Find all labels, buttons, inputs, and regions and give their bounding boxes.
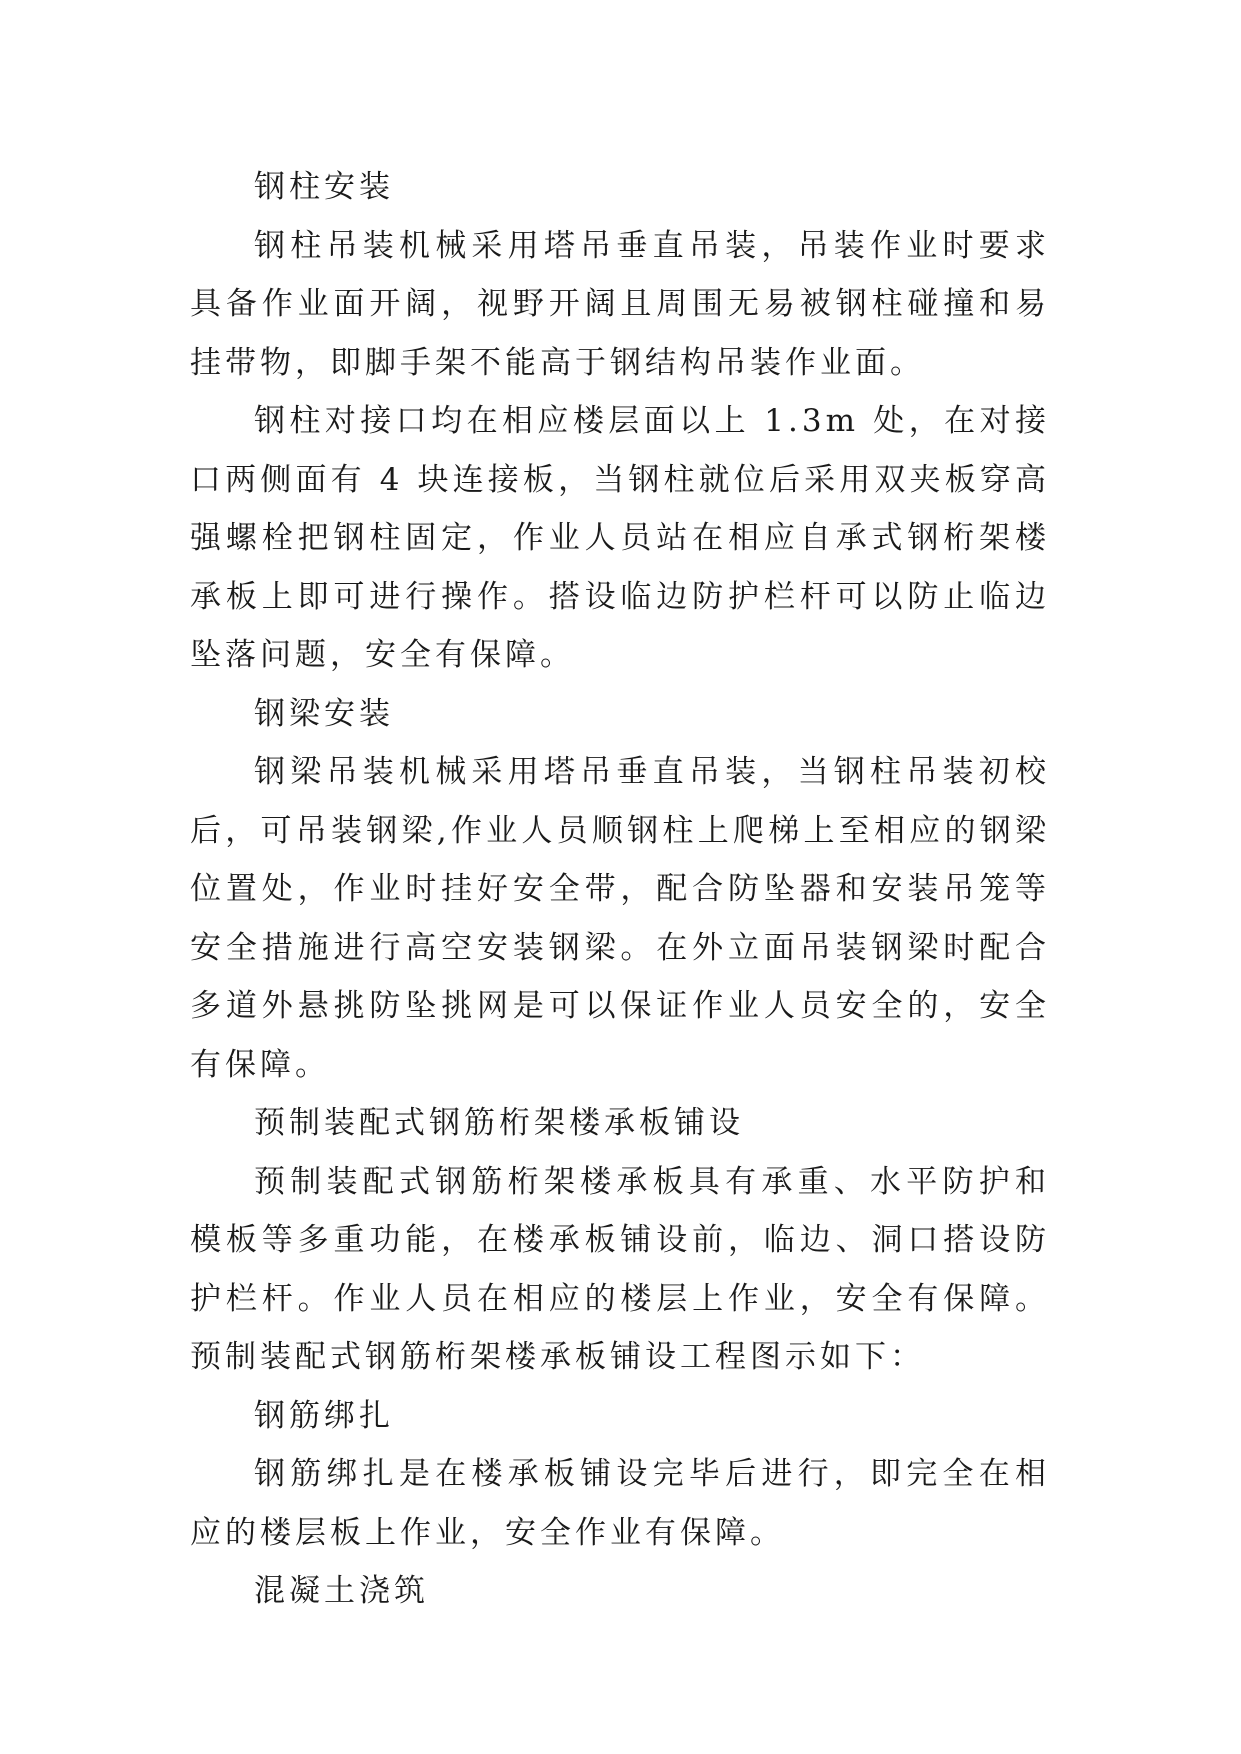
- paragraph-steel-column-hoisting: 钢柱吊装机械采用塔吊垂直吊装，吊装作业时要求具备作业面开阔，视野开阔且周围无易被钢柱碰撞和易挂带物，即脚手架不能高于钢结构吊装作业面。: [190, 227, 1050, 381]
- section-heading-rebar-tying: 钢筋绑扎: [254, 1397, 394, 1434]
- paragraph-steel-column-joint: 钢柱对接口均在相应楼层面以上 1.3m 处，在对接口两侧面有 4 块连接板，当钢柱就位后采用双夹板穿高强螺栓把钢柱固定，作业人员站在相应自承式钢桁架楼承板上即可进行操作。搭设临边防护栏杆可以防止临边坠落问题，安全有保障。: [190, 403, 1050, 673]
- section-heading-steel-beam: 钢梁安装: [254, 695, 394, 732]
- section-heading-floor-deck: 预制装配式钢筋桁架楼承板铺设: [254, 1105, 744, 1141]
- paragraph-rebar-tying: 钢筋绑扎是在楼承板铺设完毕后进行，即完全在相应的楼层板上作业，安全作业有保障。: [190, 1456, 1050, 1551]
- paragraph-steel-beam-hoisting: 钢梁吊装机械采用塔吊垂直吊装，当钢柱吊装初校后，可吊装钢梁,作业人员顺钢柱上爬梯上至相应的钢梁位置处，作业时挂好安全带，配合防坠器和安装吊笼等安全措施进行高空安装钢梁。在外立面吊装钢梁时配合多道外悬挑防坠挑网是可以保证作业人员安全的，安全有保障。: [190, 754, 1050, 1083]
- section-heading-steel-column: 钢柱安装: [254, 169, 394, 205]
- section-heading-concrete-pouring: 混凝土浇筑: [254, 1573, 429, 1609]
- paragraph-floor-deck: 预制装配式钢筋桁架楼承板具有承重、水平防护和模板等多重功能，在楼承板铺设前，临边、洞口搭设防护栏杆。作业人员在相应的楼层上作业，安全有保障。预制装配式钢筋桁架楼承板铺设工程图示如下：: [190, 1163, 1050, 1375]
- document-body: [190, 158, 1050, 1621]
